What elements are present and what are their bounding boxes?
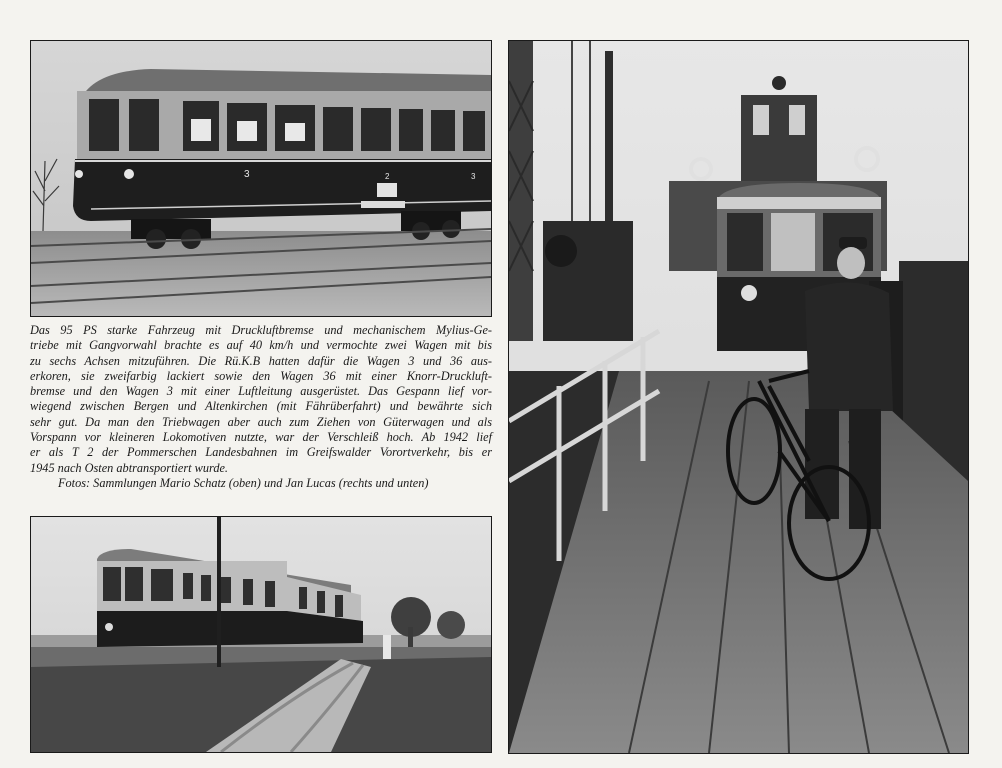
- car-number-mid: 2: [385, 172, 390, 181]
- caption-line: zu sechs Achsen mitzuführen. Die Rü.K.B hatten dafür die Wagen 3 und 36 aus-: [30, 353, 492, 368]
- photo-railcar-side-view: [30, 40, 492, 317]
- photo-credit: Fotos: Sammlungen Mario Schatz (oben) und Jan Lucas (rechts und unten): [58, 475, 429, 490]
- caption-line: er als T 2 der Pommerschen Landesbahnen im Greifswalder Vorortverkehr, bis er: [30, 445, 492, 460]
- caption-line: Das 95 PS starke Fahrzeug mit Druckluftbremse und mechanischem Mylius-Ge-: [30, 323, 492, 337]
- rural-train-photo-image: [31, 517, 491, 752]
- photo-caption: [30, 323, 492, 491]
- ferry-photo-image: [509, 41, 968, 753]
- photo-train-rural-road: [30, 516, 492, 753]
- photo-ferry-bicycle: [508, 40, 969, 754]
- caption-line: 1945 nach Osten abtransportiert wurde.: [30, 460, 228, 475]
- caption-line: Vorspann vor kleineren Lokomotiven nutzte, war der Verschleiß hoch. Ab 1942 lief: [30, 430, 492, 445]
- caption-line: erkoren, sie zweifarbig lackiert sowie den Wagen 36 mit einer Knorr-Druckluft-: [30, 368, 492, 383]
- caption-line: triebe mit Gangvorwahl brachte es auf 40 km/h und vermochte zwei Wagen mit bis: [30, 338, 492, 353]
- car-number-right: 3: [471, 172, 476, 181]
- railcar-photo-image: [31, 41, 491, 316]
- caption-line: sehr gut. Da man den Triebwagen aber auch zum Ziehen von Güterwagen und als: [30, 414, 492, 429]
- car-number-left: 3: [244, 169, 250, 180]
- caption-line: bremse und den Wagen 3 mit einer Luftleitung ausgerüstet. Das Gespann lief vor-: [30, 384, 492, 399]
- caption-line: wiegend zwischen Bergen und Altenkirchen (mit Fährüberfahrt) und bewährte sich: [30, 399, 492, 414]
